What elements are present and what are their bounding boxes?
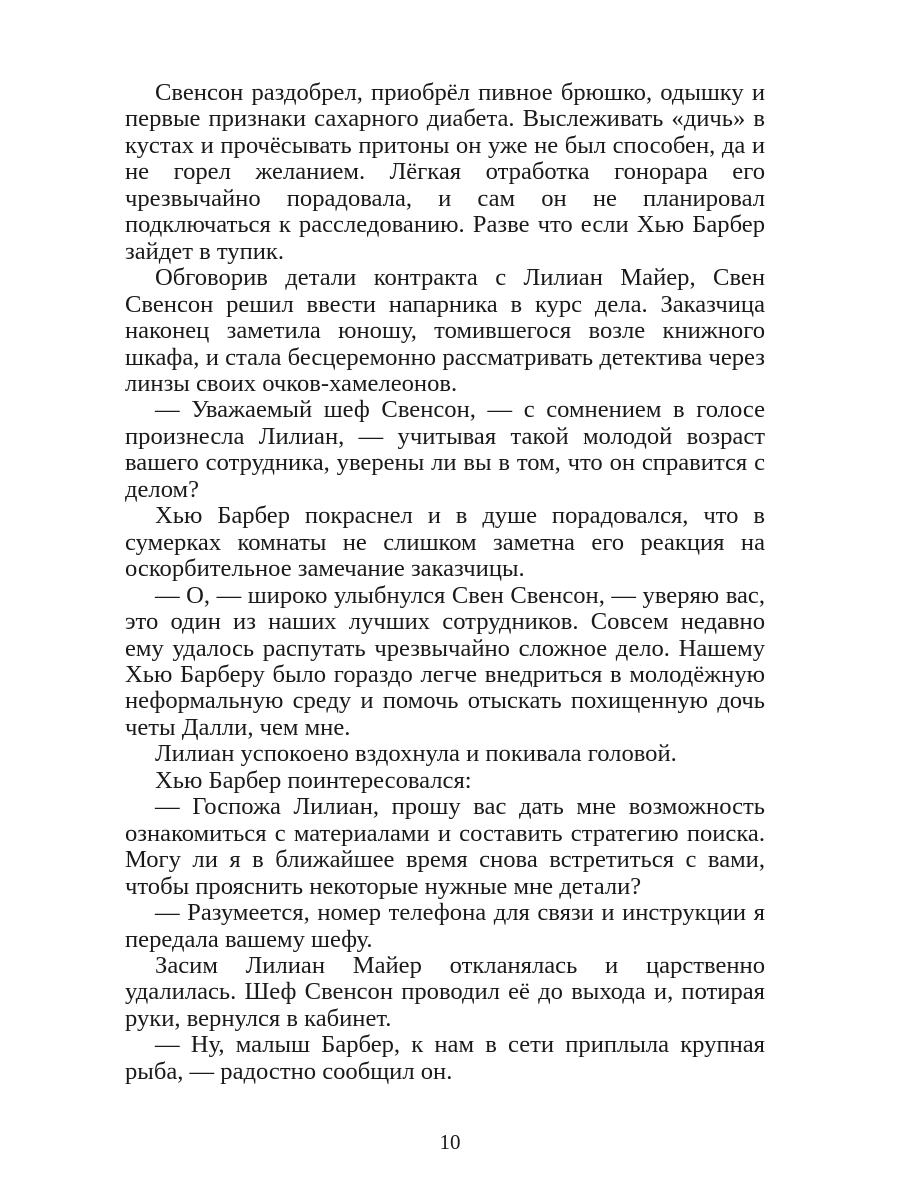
paragraph-2: Обговорив детали контракта с Лилиан Майер, Свен Свенсон решил ввести напарника в курс дела. Заказчица наконец заметила юношу, томившегося возле книжного шкафа, и стала бесцеремонно рассматривать детектива через линзы своих очков-хамелеонов.: [125, 264, 765, 397]
paragraph-8: — Госпожа Лилиан, прошу вас дать мне возможность ознакомиться с материалами и составить стратегию поиска. Могу ли я в ближайшее время снова встретиться с вами, чтобы прояснить некоторые нужные мне детали?: [125, 793, 765, 900]
paragraph-9: — Разумеется, номер телефона для связи и инструкции я передала вашему шефу.: [125, 899, 765, 953]
paragraph-10: Засим Лилиан Майер откланялась и царственно удалилась. Шеф Свенсон проводил её до выхода и, потирая руки, вернулся в кабинет.: [125, 951, 765, 1032]
paragraph-3: — Уважаемый шеф Свенсон, — с сомнением в голосе произнесла Лилиан, — учитывая такой молодой возраст вашего сотрудника, уверены ли вы в том, что он справится с делом?: [125, 396, 765, 503]
paragraph-5: — О, — широко улыбнулся Свен Свенсон, — уверяю вас, это один из наших лучших сотрудников. Совсем недавно ему удалось распутать чрезвычайно сложное дело. Нашему Хью Барберу было гораздо легче внедриться в молодёжную неформальную среду и помочь отыскать похищенную дочь четы Далли, чем мне.: [125, 581, 765, 741]
paragraph-6: Лилиан успокоено вздохнула и покивала головой.: [155, 740, 677, 768]
paragraph-4: Хью Барбер покраснел и в душе порадовался, что в сумерках комнаты не слишком заметна его реакция на оскорбительное замечание заказчицы.: [125, 502, 765, 583]
paragraph-1: Свенсон раздобрел, приобрёл пивное брюшко, одышку и первые признаки сахарного диабета. Выслеживать «дичь» в кустах и прочёсывать притоны он уже не был способен, да и не горел желанием. Лёгкая отработка гонорара его чрезвычайно порадовала, и сам он не планировал подключаться к расследованию. Разве что если Хью Барбер зайдет в тупик.: [125, 79, 765, 265]
page-number: 10: [439, 1130, 461, 1154]
body-text: [125, 80, 765, 1085]
paragraph-7: Хью Барбер поинтересовался:: [155, 766, 472, 794]
paragraph-11: — Ну, малыш Барбер, к нам в сети приплыла крупная рыба, — радостно сообщил он.: [125, 1031, 765, 1085]
